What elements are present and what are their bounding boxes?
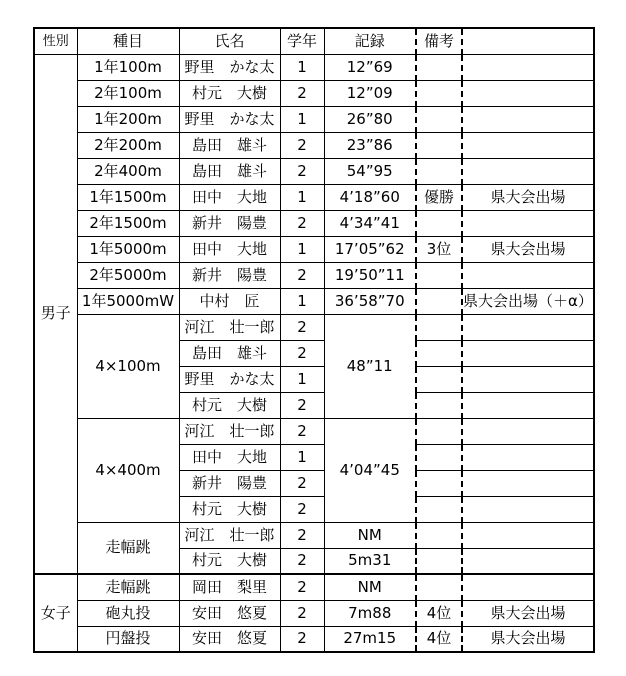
header-name: 氏名 [179, 28, 280, 54]
place-cell [416, 106, 462, 132]
grade-cell: 1 [280, 444, 324, 470]
place-cell [416, 262, 462, 288]
table-row [34, 236, 594, 262]
name-cell: 河江 壮一郎 [179, 314, 280, 340]
grade-cell: 2 [280, 392, 324, 418]
grade-cell: 2 [280, 496, 324, 522]
remark-cell [462, 522, 594, 548]
grade-cell: 2 [280, 210, 324, 236]
header-remark [462, 28, 594, 54]
name-cell: 野里 かな太 [179, 366, 280, 392]
record-cell: 4’04”45 [324, 418, 416, 522]
table-row [34, 418, 594, 444]
event-cell: 4×100m [77, 314, 179, 418]
place-cell: 4位 [416, 626, 462, 652]
name-cell: 河江 壮一郎 [179, 418, 280, 444]
remark-cell [462, 132, 594, 158]
record-cell: 17’05”62 [324, 236, 416, 262]
place-cell [416, 522, 462, 548]
remark-cell [462, 314, 594, 340]
table-row [34, 314, 594, 340]
name-cell: 中村 匠 [179, 288, 280, 314]
table-row [34, 522, 594, 548]
name-cell: 島田 雄斗 [179, 132, 280, 158]
place-cell [416, 210, 462, 236]
remark-cell [462, 54, 594, 80]
grade-cell: 2 [280, 262, 324, 288]
remark-cell [462, 470, 594, 496]
grade-cell: 2 [280, 158, 324, 184]
place-cell: 3位 [416, 236, 462, 262]
grade-cell: 1 [280, 54, 324, 80]
remark-cell [462, 158, 594, 184]
record-cell: 54”95 [324, 158, 416, 184]
table-row [34, 626, 594, 652]
grade-cell: 2 [280, 522, 324, 548]
grade-cell: 2 [280, 80, 324, 106]
table-row [34, 184, 594, 210]
record-cell: 36’58”70 [324, 288, 416, 314]
record-cell: 26”80 [324, 106, 416, 132]
remark-cell [462, 106, 594, 132]
table-row [34, 210, 594, 236]
event-cell: 2年1500m [77, 210, 179, 236]
gender-female: 女子 [34, 574, 77, 652]
name-cell: 新井 陽豊 [179, 210, 280, 236]
grade-cell: 1 [280, 288, 324, 314]
record-cell: 12”09 [324, 80, 416, 106]
event-cell: 1年100m [77, 54, 179, 80]
table-row [34, 158, 594, 184]
remark-cell [462, 80, 594, 106]
table-row [34, 574, 594, 600]
place-cell [416, 548, 462, 574]
remark-cell [462, 444, 594, 470]
header-row [34, 28, 594, 54]
record-cell: 7m88 [324, 600, 416, 626]
name-cell: 安田 悠夏 [179, 600, 280, 626]
grade-cell: 1 [280, 236, 324, 262]
name-cell: 田中 大地 [179, 236, 280, 262]
place-cell [416, 314, 462, 340]
grade-cell: 2 [280, 132, 324, 158]
name-cell: 新井 陽豊 [179, 262, 280, 288]
grade-cell: 2 [280, 314, 324, 340]
place-cell [416, 54, 462, 80]
name-cell: 村元 大樹 [179, 548, 280, 574]
grade-cell: 1 [280, 106, 324, 132]
name-cell: 岡田 梨里 [179, 574, 280, 600]
record-cell: 4’18”60 [324, 184, 416, 210]
table-row [34, 262, 594, 288]
grade-cell: 1 [280, 366, 324, 392]
header-note: 備考 [416, 28, 462, 54]
remark-cell: 県大会出場 [462, 236, 594, 262]
place-cell [416, 392, 462, 418]
remark-cell [462, 574, 594, 600]
name-cell: 野里 かな太 [179, 106, 280, 132]
table-row [34, 288, 594, 314]
remark-cell: 県大会出場 [462, 626, 594, 652]
remark-cell: 県大会出場（＋α） [462, 288, 594, 314]
place-cell [416, 366, 462, 392]
remark-cell: 県大会出場 [462, 184, 594, 210]
header-event: 種目 [77, 28, 179, 54]
table-row [34, 132, 594, 158]
grade-cell: 2 [280, 626, 324, 652]
name-cell: 新井 陽豊 [179, 470, 280, 496]
place-cell [416, 288, 462, 314]
place-cell [416, 340, 462, 366]
place-cell: 優勝 [416, 184, 462, 210]
place-cell: 4位 [416, 600, 462, 626]
event-cell: 走幅跳 [77, 522, 179, 574]
grade-cell: 2 [280, 470, 324, 496]
table-row [34, 600, 594, 626]
grade-cell: 1 [280, 184, 324, 210]
event-cell: 1年1500m [77, 184, 179, 210]
remark-cell [462, 418, 594, 444]
name-cell: 村元 大樹 [179, 80, 280, 106]
name-cell: 田中 大地 [179, 184, 280, 210]
remark-cell [462, 548, 594, 574]
event-cell: 砲丸投 [77, 600, 179, 626]
place-cell [416, 496, 462, 522]
table-row [34, 80, 594, 106]
place-cell [416, 418, 462, 444]
record-cell: 48”11 [324, 314, 416, 418]
name-cell: 田中 大地 [179, 444, 280, 470]
table-row [34, 54, 594, 80]
header-gender: 性別 [34, 28, 77, 54]
header-grade: 学年 [280, 28, 324, 54]
place-cell [416, 158, 462, 184]
record-cell: 23”86 [324, 132, 416, 158]
grade-cell: 2 [280, 600, 324, 626]
name-cell: 安田 悠夏 [179, 626, 280, 652]
name-cell: 島田 雄斗 [179, 340, 280, 366]
event-cell: 1年200m [77, 106, 179, 132]
header-record: 記録 [324, 28, 416, 54]
results-table [33, 27, 595, 653]
grade-cell: 2 [280, 548, 324, 574]
grade-cell: 2 [280, 418, 324, 444]
event-cell: 1年5000mW [77, 288, 179, 314]
event-cell: 2年5000m [77, 262, 179, 288]
remark-cell [462, 496, 594, 522]
event-cell: 円盤投 [77, 626, 179, 652]
remark-cell [462, 262, 594, 288]
grade-cell: 2 [280, 340, 324, 366]
record-cell: NM [324, 574, 416, 600]
table-row [34, 106, 594, 132]
remark-cell: 県大会出場 [462, 600, 594, 626]
event-cell: 2年100m [77, 80, 179, 106]
remark-cell [462, 340, 594, 366]
record-cell: 4’34”41 [324, 210, 416, 236]
gender-male: 男子 [34, 54, 77, 574]
record-cell: 27m15 [324, 626, 416, 652]
place-cell [416, 132, 462, 158]
name-cell: 村元 大樹 [179, 496, 280, 522]
grade-cell: 2 [280, 574, 324, 600]
event-cell: 4×400m [77, 418, 179, 522]
remark-cell [462, 366, 594, 392]
record-cell: 12”69 [324, 54, 416, 80]
remark-cell [462, 210, 594, 236]
name-cell: 河江 壮一郎 [179, 522, 280, 548]
record-cell: NM [324, 522, 416, 548]
place-cell [416, 444, 462, 470]
event-cell: 1年5000m [77, 236, 179, 262]
record-cell: 19’50”11 [324, 262, 416, 288]
name-cell: 野里 かな太 [179, 54, 280, 80]
name-cell: 島田 雄斗 [179, 158, 280, 184]
name-cell: 村元 大樹 [179, 392, 280, 418]
place-cell [416, 574, 462, 600]
event-cell: 2年400m [77, 158, 179, 184]
place-cell [416, 470, 462, 496]
event-cell: 走幅跳 [77, 574, 179, 600]
table-body [34, 28, 594, 652]
remark-cell [462, 392, 594, 418]
event-cell: 2年200m [77, 132, 179, 158]
place-cell [416, 80, 462, 106]
record-cell: 5m31 [324, 548, 416, 574]
